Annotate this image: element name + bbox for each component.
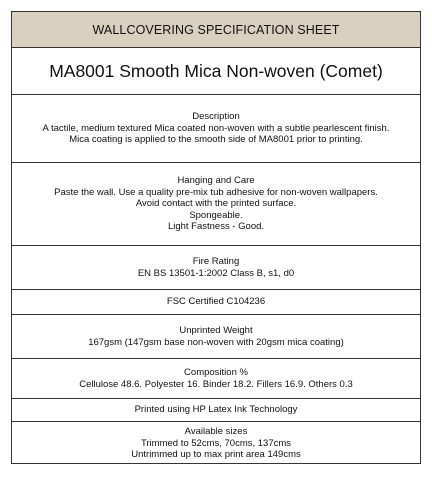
sizes-line: Untrimmed up to max print area 149cms [131, 449, 301, 461]
fire-heading: Fire Rating [192, 255, 240, 267]
description-line: Mica coating is applied to the smooth side of MA8001 prior to printing. [69, 134, 363, 146]
fire-rating-section [12, 246, 420, 290]
hanging-line: Light Fastness - Good. [167, 221, 265, 233]
composition-heading: Composition % [184, 366, 248, 378]
sizes-heading: Available sizes [184, 426, 248, 438]
sheet-header-text: WALLCOVERING SPECIFICATION SHEET [92, 22, 340, 37]
fsc-section [12, 290, 420, 315]
fsc-text: FSC Certified C104236 [166, 296, 266, 308]
hanging-heading: Hanging and Care [177, 175, 255, 187]
unprinted-heading: Unprinted Weight [179, 324, 253, 336]
fire-line: EN BS 13501-1:2002 Class B, s1, d0 [137, 267, 295, 279]
sheet-header [12, 12, 420, 48]
description-section [12, 95, 420, 163]
composition-line: Cellulose 48.6. Polyester 16. Binder 18.2. Fillers 16.9. Others 0.3 [79, 378, 353, 390]
description-heading: Description [192, 111, 240, 123]
sizes-section [12, 422, 420, 465]
hanging-care-section [12, 163, 420, 246]
product-title-text: MA8001 Smooth Mica Non-woven (Comet) [49, 60, 383, 81]
product-title [12, 48, 420, 95]
sizes-line: Trimmed to 52cms, 70cms, 137cms [140, 437, 292, 449]
hanging-line: Spongeable. [189, 209, 243, 221]
description-line: A tactile, medium textured Mica coated non-woven with a subtle pearlescent finish. [42, 122, 390, 134]
composition-section [12, 359, 420, 399]
ink-text: Printed using HP Latex Ink Technology [134, 404, 298, 416]
unprinted-weight-section [12, 315, 420, 359]
spec-sheet [11, 11, 421, 464]
ink-section [12, 399, 420, 422]
hanging-line: Avoid contact with the printed surface. [135, 198, 297, 210]
unprinted-line: 167gsm (147gsm base non-woven with 20gsm mica coating) [88, 336, 344, 348]
hanging-line: Paste the wall. Use a quality pre-mix tub adhesive for non-woven wallpapers. [54, 186, 378, 198]
